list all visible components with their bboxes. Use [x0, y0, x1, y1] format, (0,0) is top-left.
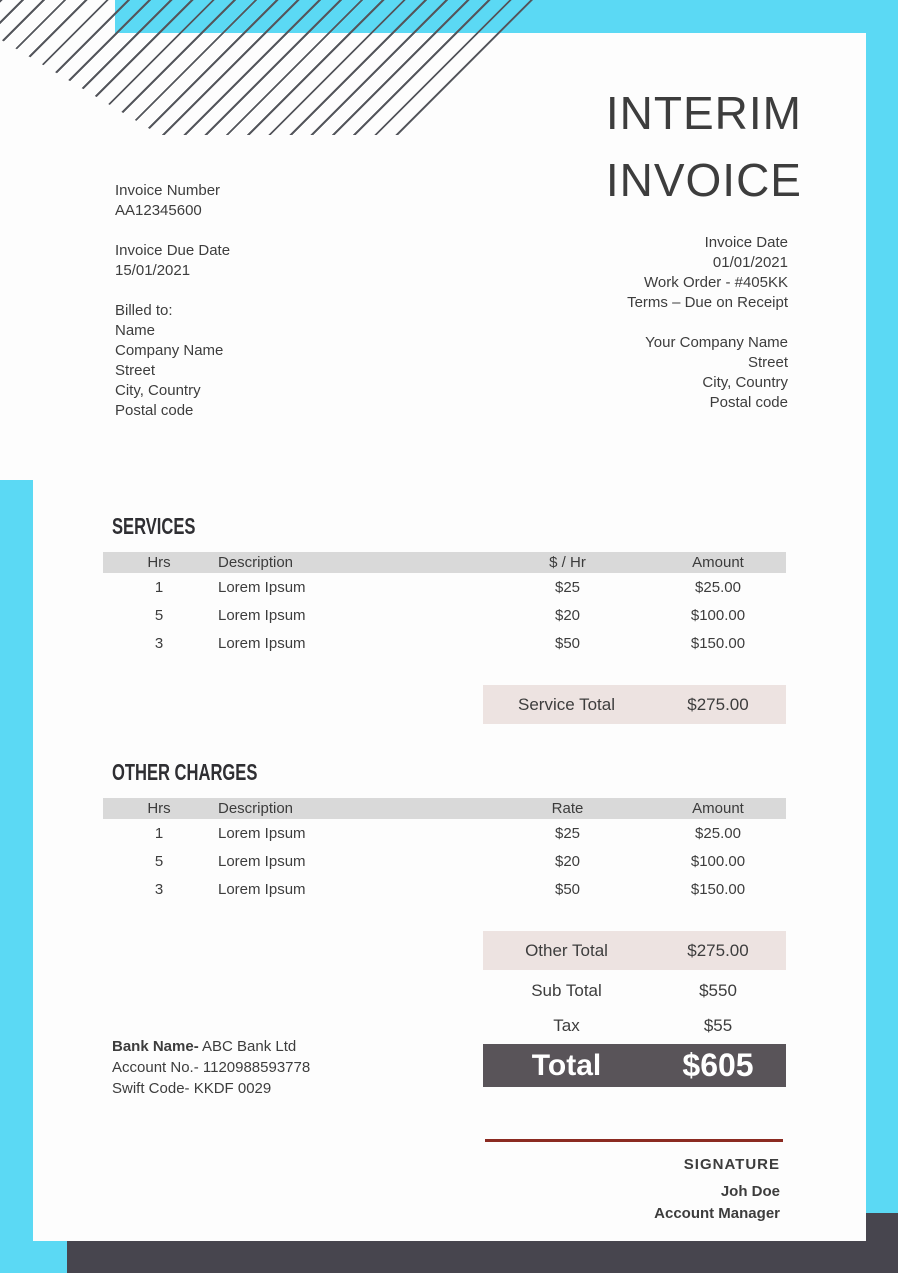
- billed-to-name: Name: [115, 322, 156, 339]
- table-row: [103, 573, 786, 601]
- cell-rate: $20: [554, 852, 581, 870]
- other-total-amount: $275.00: [687, 940, 749, 960]
- billed-to-label: Billed to:: [115, 302, 173, 319]
- cell-description: Lorem Ipsum: [218, 880, 306, 898]
- company-city: City, Country: [702, 374, 788, 391]
- cell-rate: $25: [554, 578, 581, 596]
- service-total-label: Service Total: [517, 694, 615, 714]
- service-total-amount: $275.00: [687, 694, 749, 714]
- cell-hrs: 1: [154, 824, 164, 842]
- page-title: [606, 80, 802, 214]
- cell-description: Lorem Ipsum: [218, 634, 306, 652]
- service-total-row: [483, 685, 786, 724]
- cell-description: Lorem Ipsum: [218, 852, 306, 870]
- column-header-rate: $ / Hr: [549, 554, 586, 571]
- tax-row: [483, 1012, 786, 1040]
- services-heading: SERVICES: [112, 513, 196, 539]
- billed-to-company: Company Name: [115, 342, 224, 359]
- cell-amount: $100.00: [690, 606, 746, 624]
- invoice-date-value: 01/01/2021: [712, 254, 788, 271]
- column-header-hrs: Hrs: [147, 800, 171, 817]
- invoice-number-label: Invoice Number: [115, 182, 221, 199]
- grand-total-label: Total: [531, 1048, 602, 1082]
- cell-rate: $25: [554, 824, 581, 842]
- table-row: [103, 875, 786, 903]
- invoice-meta-right: [627, 233, 788, 413]
- bank-name-label: Bank Name-: [112, 1038, 199, 1055]
- signature-block: [654, 1156, 780, 1222]
- billed-to-city: City, Country: [115, 382, 201, 399]
- column-header-description: Description: [218, 800, 294, 817]
- cell-hrs: 5: [154, 606, 164, 624]
- cell-hrs: 1: [154, 578, 164, 596]
- invoice-number-value: AA12345600: [115, 202, 202, 219]
- signature-role: Account Manager: [654, 1205, 780, 1222]
- cell-amount: $100.00: [690, 852, 746, 870]
- invoice-meta-left: [115, 181, 230, 421]
- company-street: Street: [747, 354, 788, 371]
- other-total-row: [483, 931, 786, 970]
- right-accent-strip: [866, 0, 898, 1213]
- table-row: [103, 601, 786, 629]
- cell-amount: $25.00: [695, 578, 741, 596]
- table-row: [103, 819, 786, 847]
- services-table-header: [103, 552, 786, 573]
- signature-line: [485, 1139, 783, 1142]
- subtotal-row: [483, 977, 786, 1005]
- signature-name: Joh Doe: [720, 1183, 780, 1200]
- cell-description: Lorem Ipsum: [218, 824, 306, 842]
- work-order: Work Order - #405KK: [644, 274, 788, 291]
- footer-bar: [67, 1241, 898, 1273]
- cell-amount: $25.00: [695, 824, 741, 842]
- billed-to-street: Street: [115, 362, 156, 379]
- signature-heading: SIGNATURE: [683, 1156, 780, 1173]
- bank-swift-line: Swift Code- KKDF 0029: [112, 1080, 272, 1097]
- column-header-description: Description: [218, 554, 294, 571]
- diagonal-stripes-decoration: [0, 0, 533, 135]
- cell-rate: $20: [554, 606, 581, 624]
- table-row: [103, 629, 786, 657]
- tax-label: Tax: [553, 1016, 580, 1035]
- spacer: [115, 221, 230, 241]
- other-charges-table: [103, 798, 786, 903]
- due-date-value: 15/01/2021: [115, 262, 191, 279]
- page-title-line2: INVOICE: [605, 154, 802, 206]
- bottom-left-accent-block: [0, 1241, 67, 1273]
- other-charges-heading: OTHER CHARGES: [112, 759, 258, 785]
- page-title-line1: INTERIM: [605, 87, 802, 139]
- company-postal: Postal code: [709, 394, 788, 411]
- column-header-hrs: Hrs: [147, 554, 171, 571]
- terms: Terms – Due on Receipt: [627, 294, 788, 311]
- tax-amount: $55: [703, 1016, 733, 1035]
- column-header-amount: Amount: [692, 800, 744, 817]
- due-date-label: Invoice Due Date: [115, 242, 231, 259]
- bank-account-line: Account No.- 1120988593778: [112, 1059, 311, 1076]
- grand-total-row: [483, 1044, 786, 1087]
- cell-rate: $50: [554, 880, 581, 898]
- left-accent-strip: [0, 480, 33, 1273]
- table-row: [103, 847, 786, 875]
- grand-total-amount: $605: [682, 1047, 754, 1083]
- spacer: [627, 313, 788, 333]
- cell-hrs: 5: [154, 852, 164, 870]
- cell-description: Lorem Ipsum: [218, 578, 306, 596]
- other-total-label: Other Total: [525, 940, 608, 960]
- billed-to-postal: Postal code: [115, 402, 194, 419]
- spacer: [115, 281, 230, 301]
- subtotal-amount: $550: [699, 981, 737, 1000]
- column-header-amount: Amount: [692, 554, 744, 571]
- services-table: [103, 552, 786, 657]
- cell-rate: $50: [554, 634, 581, 652]
- bank-name-value: ABC Bank Ltd: [198, 1038, 297, 1055]
- bank-name-line: [112, 1036, 310, 1057]
- cell-description: Lorem Ipsum: [218, 606, 306, 624]
- column-header-rate: Rate: [551, 800, 584, 817]
- bank-details: [112, 1036, 310, 1099]
- cell-hrs: 3: [154, 880, 164, 898]
- company-name: Your Company Name: [645, 334, 788, 351]
- cell-amount: $150.00: [690, 634, 746, 652]
- other-charges-table-header: [103, 798, 786, 819]
- cell-amount: $150.00: [690, 880, 746, 898]
- subtotal-label: Sub Total: [531, 981, 602, 1000]
- invoice-date-label: Invoice Date: [704, 234, 788, 251]
- cell-hrs: 3: [154, 634, 164, 652]
